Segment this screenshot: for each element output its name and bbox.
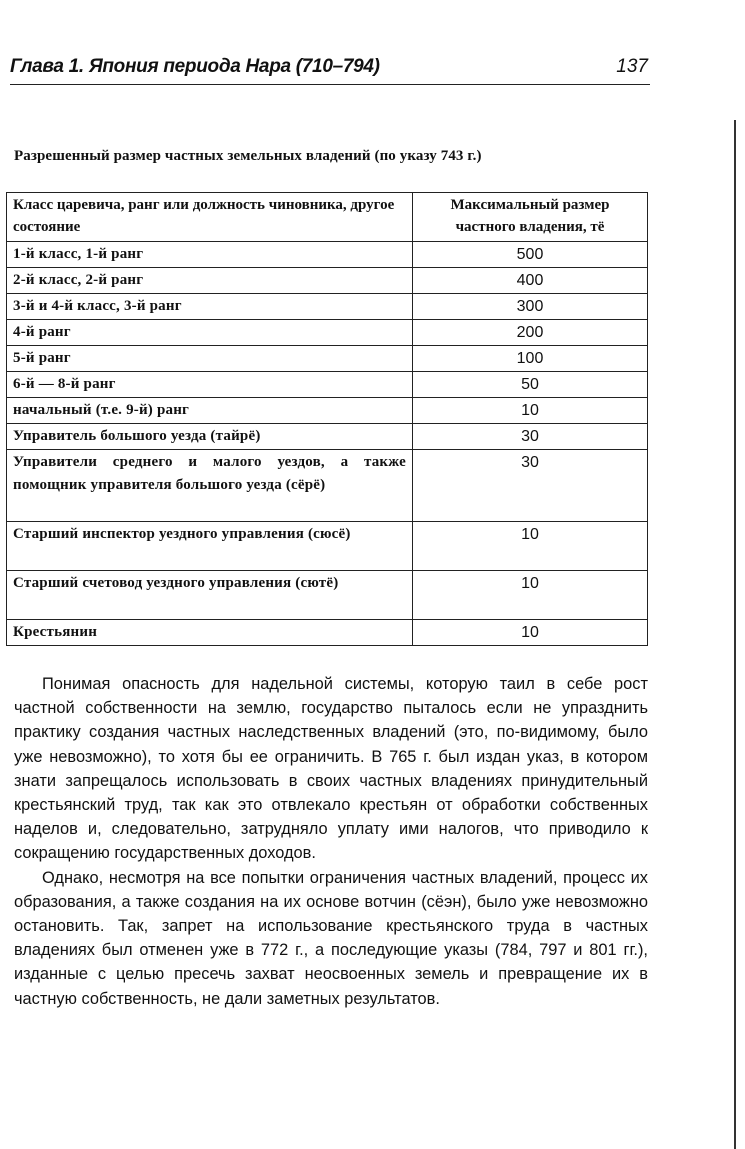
table-header-row	[7, 193, 648, 242]
column-header-max-size: Максимальный размер частного владения, тё	[413, 193, 648, 242]
row-category: 2-й класс, 2-й ранг	[7, 268, 413, 294]
page-edge-line	[734, 120, 736, 1149]
row-size: 10	[413, 522, 648, 571]
row-size: 300	[413, 294, 648, 320]
running-header	[10, 52, 650, 85]
table-row	[7, 242, 648, 268]
paragraph: Однако, несмотря на все попытки ограничения частных владений, процесс их образования, а также создания на их основе вотчин (сёэн), было уже невозможно остановить. Так, запрет на использование крестьянского труда в частных владениях был отменен уже в 772 г., а последующие указы (784, 797 и 801 гг.), изданные с целью пресечь захват неосвоенных земель и превращение их в частную собственность, не дали заметных результатов.	[14, 868, 648, 1008]
body-text	[14, 672, 648, 1011]
row-size: 10	[413, 398, 648, 424]
row-category: Управители среднего и малого уездов, а также помощник управителя большого уезда (сёрё)	[7, 450, 413, 522]
table-row	[7, 450, 648, 522]
row-category: Старший инспектор уездного управления (сюсё)	[7, 522, 413, 571]
table-row	[7, 571, 648, 620]
row-category: 3-й и 4-й класс, 3-й ранг	[7, 294, 413, 320]
land-size-table	[6, 192, 648, 646]
table-row	[7, 398, 648, 424]
table-row	[7, 346, 648, 372]
column-header-category: Класс царевича, ранг или должность чиновника, другое состояние	[7, 193, 413, 242]
row-size: 400	[413, 268, 648, 294]
row-category: начальный (т.е. 9-й) ранг	[7, 398, 413, 424]
row-category: Старший счетовод уездного управления (сютё)	[7, 571, 413, 620]
table-row	[7, 372, 648, 398]
table-row	[7, 424, 648, 450]
chapter-title: Глава 1. Япония периода Нара (710–794)	[10, 56, 380, 77]
row-size: 500	[413, 242, 648, 268]
row-category: 1-й класс, 1-й ранг	[7, 242, 413, 268]
table-row	[7, 522, 648, 571]
row-size: 10	[413, 571, 648, 620]
table-row	[7, 320, 648, 346]
row-size: 50	[413, 372, 648, 398]
page-number: 137	[616, 56, 648, 77]
table-row	[7, 620, 648, 646]
table-row	[7, 294, 648, 320]
row-category: 6-й — 8-й ранг	[7, 372, 413, 398]
table-row	[7, 268, 648, 294]
row-size: 100	[413, 346, 648, 372]
row-category: 4-й ранг	[7, 320, 413, 346]
row-size: 30	[413, 450, 648, 522]
row-size: 30	[413, 424, 648, 450]
row-category: Крестьянин	[7, 620, 413, 646]
row-size: 10	[413, 620, 648, 646]
row-category: Управитель большого уезда (тайрё)	[7, 424, 413, 450]
row-category: 5-й ранг	[7, 346, 413, 372]
table-caption: Разрешенный размер частных земельных владений (по указу 743 г.)	[14, 148, 482, 164]
row-size: 200	[413, 320, 648, 346]
paragraph: Понимая опасность для надельной системы, которую таил в себе рост частной собственности на землю, государство пыталось если не упразднить практику создания частных наследственных владений (это, по-видимому, было уже невозможно), то хотя бы ее ограничить. В 765 г. был издан указ, в котором знати запрещалось использовать в своих частных владениях принудительный крестьянский труд, так как это отвлекало крестьян от обработки собственных наделов и, следовательно, затрудняло уплату ими налогов, что приводило к сокращению государственных доходов.	[14, 675, 648, 863]
